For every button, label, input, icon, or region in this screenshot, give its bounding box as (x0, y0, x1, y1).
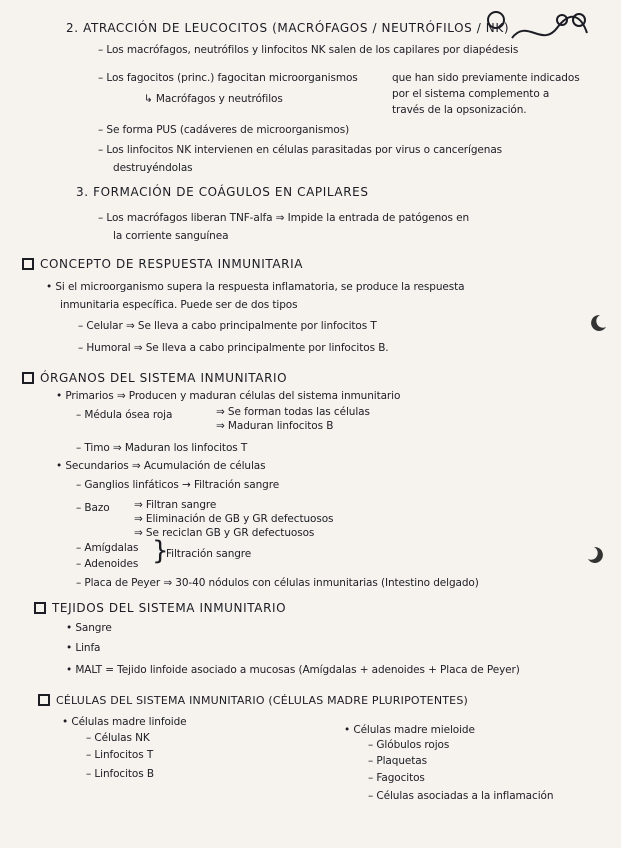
section-2-title: 2. ATRACCIÓN DE LEUCOCITOS (MACRÓFAGOS / NEUTRÓFILOS / NK) (66, 21, 510, 35)
organos-amigdalas: – Amígdalas (76, 542, 139, 554)
organos-bazo: – Bazo (76, 502, 110, 514)
celulas-linfocitos-t: – Linfocitos T (86, 749, 154, 761)
celulas-title: CÉLULAS DEL SISTEMA INMUNITARIO (CÉLULAS MADRE PLURIPOTENTES) (38, 694, 468, 707)
checkbox-icon (22, 258, 34, 270)
sec3-bullet-1b: la corriente sanguínea (113, 230, 229, 242)
organos-bazo-1: ⇒ Filtran sangre (134, 499, 217, 511)
sec2-bullet-2e: través de la opsonización. (392, 104, 527, 116)
brace-icon: } (152, 536, 169, 566)
respuesta-p1: • Si el microorganismo supera la respuesta inflamatoria, se produce la respuesta (46, 281, 465, 293)
tejidos-sangre: • Sangre (66, 622, 112, 634)
celulas-plaquetas: – Plaquetas (368, 755, 427, 767)
moon-doodle-icon (586, 546, 606, 564)
organos-bazo-3: ⇒ Se reciclan GB y GR defectuosos (134, 527, 315, 539)
sec2-bullet-2b: ↳ Macrófagos y neutrófilos (144, 93, 283, 105)
respuesta-humoral: – Humoral ⇒ Se lleva a cabo principalmente por linfocitos B. (78, 342, 389, 354)
organos-bazo-2: ⇒ Eliminación de GB y GR defectuosos (134, 513, 334, 525)
sec2-bullet-4b: destruyéndolas (113, 162, 193, 174)
sec2-bullet-1: – Los macrófagos, neutrófilos y linfocitos NK salen de los capilares por diapédesis (98, 44, 519, 56)
organos-title: ÓRGANOS DEL SISTEMA INMUNITARIO (22, 372, 287, 385)
celulas-inflamacion: – Células asociadas a la inflamación (368, 790, 554, 802)
moon-doodle-icon (588, 314, 608, 332)
celulas-globulos-rojos: – Glóbulos rojos (368, 739, 450, 751)
celulas-fagocitos: – Fagocitos (368, 772, 425, 784)
organos-medula: – Médula ósea roja (76, 409, 173, 421)
sec2-bullet-2a: – Los fagocitos (princ.) fagocitan microorganismos (98, 72, 358, 84)
celulas-linfoide: • Células madre linfoide (62, 716, 187, 728)
section-3-title: 3. FORMACIÓN DE COÁGULOS EN CAPILARES (76, 185, 369, 199)
sec2-bullet-3: – Se forma PUS (cadáveres de microorganismos) (98, 124, 350, 136)
celulas-linfocitos-b: – Linfocitos B (86, 768, 154, 780)
tejidos-linfa: • Linfa (66, 642, 101, 654)
organos-medula-2: ⇒ Maduran linfocitos B (216, 420, 334, 432)
checkbox-icon (38, 694, 50, 706)
respuesta-title: CONCEPTO DE RESPUESTA INMUNITARIA (22, 258, 303, 271)
celulas-mieloide: • Células madre mieloide (344, 724, 475, 736)
sec3-bullet-1a: – Los macrófagos liberan TNF-alfa ⇒ Impide la entrada de patógenos en (98, 212, 470, 224)
tejidos-title: TEJIDOS DEL SISTEMA INMUNITARIO (34, 602, 286, 615)
sec2-bullet-2d: por el sistema complemento a (392, 88, 550, 100)
organos-peyer: – Placa de Peyer ⇒ 30-40 nódulos con células inmunitarias (Intestino delgado) (76, 577, 479, 589)
checkbox-icon (22, 372, 34, 384)
organos-secundarios: • Secundarios ⇒ Acumulación de células (56, 460, 266, 472)
organos-timo: – Timo ⇒ Maduran los linfocitos T (76, 442, 248, 454)
organos-ganglios: – Ganglios linfáticos → Filtración sangre (76, 479, 280, 491)
organos-medula-1: ⇒ Se forman todas las células (216, 406, 370, 418)
respuesta-p2: inmunitaria específica. Puede ser de dos tipos (60, 299, 298, 311)
respuesta-celular: – Celular ⇒ Se lleva a cabo principalmente por linfocitos T (78, 320, 377, 332)
celulas-nk: – Células NK (86, 732, 150, 744)
checkbox-icon (34, 602, 46, 614)
organos-filtracion: Filtración sangre (166, 548, 252, 560)
tejidos-malt: • MALT = Tejido linfoide asociado a mucosas (Amígdalas + adenoides + Placa de Peyer) (66, 664, 520, 676)
organos-adenoides: – Adenoides (76, 558, 139, 570)
sec2-bullet-4a: – Los linfocitos NK intervienen en células parasitadas por virus o cancerígenas (98, 144, 503, 156)
sec2-bullet-2c: que han sido previamente indicados (392, 72, 580, 84)
organos-primarios: • Primarios ⇒ Producen y maduran células del sistema inmunitario (56, 390, 401, 402)
